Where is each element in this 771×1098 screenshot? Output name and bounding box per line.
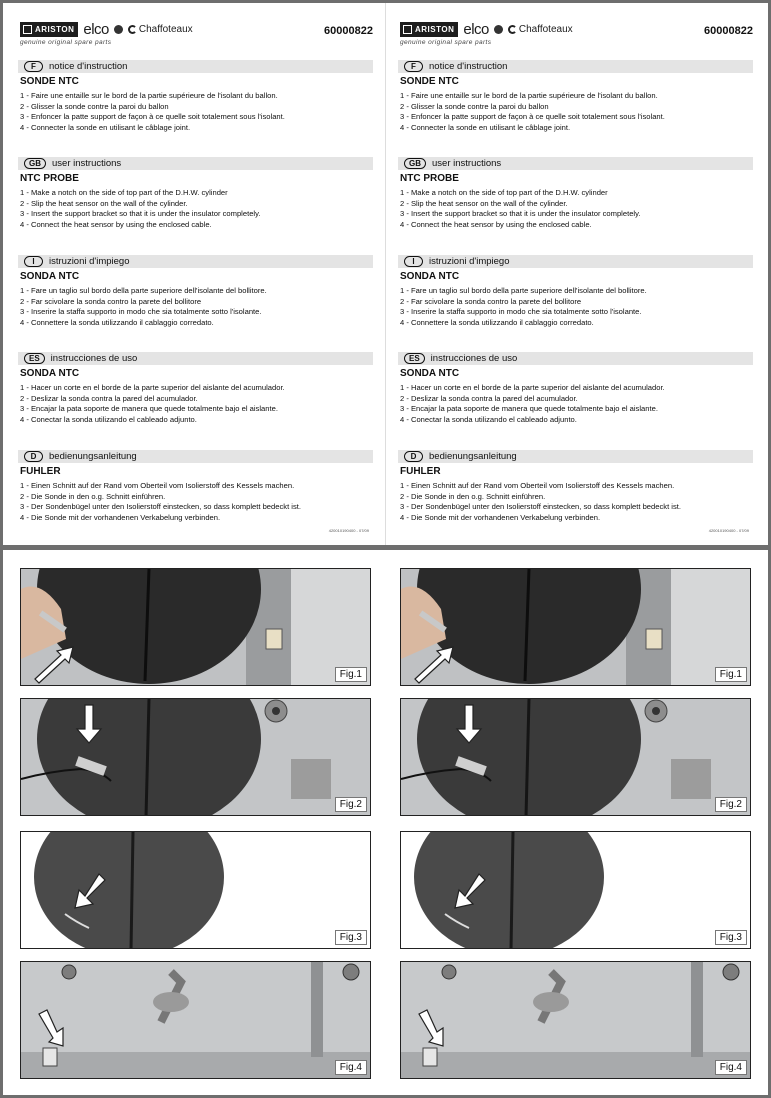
section-it — [398, 255, 753, 329]
brand-logos — [400, 22, 573, 37]
step-item: 3 - Encajar la pata soporte de manera que quede totalmente bajo el aislante. — [400, 404, 658, 414]
figure-label: Fig.3 — [715, 930, 747, 945]
section-title: FUHLER — [400, 466, 441, 477]
language-code-badge: GB — [24, 158, 46, 169]
figure-1-photo — [20, 568, 371, 686]
instruction-column-right — [398, 3, 753, 533]
step-item: 4 - Connect the heat sensor by using the enclosed cable. — [20, 220, 212, 230]
section-title: SONDA NTC — [400, 368, 460, 379]
tagline: genuine original spare parts — [20, 39, 112, 46]
step-item: 3 - Enfoncer la patte support de façon à ce quelle soit totalement sous l'isolant. — [400, 112, 665, 122]
section-heading: D bedienungsanleitung — [398, 450, 753, 463]
figure-3-photo — [400, 831, 751, 949]
elco-badge-icon — [494, 25, 503, 34]
figure-2-photo — [20, 698, 371, 816]
language-code-badge: ES — [24, 353, 45, 364]
step-item: 2 - Deslizar la sonda contra la pared del acumulador. — [400, 393, 578, 403]
figure-label: Fig.4 — [715, 1060, 747, 1075]
step-item: 2 - Slip the heat sensor on the wall of the cylinder. — [400, 198, 568, 208]
language-code-badge: ES — [404, 353, 425, 364]
section-heading: I istruzioni d'impiego — [398, 255, 753, 268]
chaffoteaux-mark-icon — [508, 25, 517, 34]
figure-2-illustration — [21, 699, 371, 816]
step-item: 1 - Hacer un corte en el borde de la parte superior del aislante del acumulador. — [20, 383, 285, 392]
language-code-badge: F — [404, 61, 423, 72]
step-item: 2 - Slip the heat sensor on the wall of the cylinder. — [20, 198, 188, 208]
section-heading: F notice d'instruction — [18, 60, 373, 73]
section-it — [18, 255, 373, 329]
chaffoteaux-logo: Chaffoteaux — [128, 24, 193, 35]
steps-list — [20, 286, 373, 329]
section-title: SONDE NTC — [400, 76, 459, 87]
instruction-column-left — [18, 3, 373, 533]
section-heading: D bedienungsanleitung — [18, 450, 373, 463]
step-item: 1 - Einen Schnitt auf der Rand vom Oberteil vom Isolierstoff des Kessels machen. — [400, 481, 675, 490]
figure-label: Fig.2 — [335, 797, 367, 812]
language-code-badge: I — [404, 256, 423, 267]
part-number: 60000822 — [324, 25, 373, 37]
steps-list — [400, 481, 753, 524]
step-item: 3 - Der Sondenbügel unter den Isolierstoff einstecken, so dass komplett bedeckt ist. — [400, 502, 681, 512]
figure-4-photo — [20, 961, 371, 1079]
steps-list — [20, 188, 373, 231]
steps-list — [400, 188, 753, 231]
figure-4-photo — [400, 961, 751, 1079]
elco-badge-icon — [114, 25, 123, 34]
step-item: 4 - Die Sonde mit der vorhandenen Verkabelung verbinden. — [20, 513, 221, 523]
step-item: 3 - Enfoncer la patte support de façon à ce quelle soit totalement sous l'isolant. — [20, 112, 285, 122]
step-item: 4 - Connettere la sonda utilizzando il cablaggio corredato. — [20, 318, 214, 328]
step-item: 4 - Connect the heat sensor by using the enclosed cable. — [400, 220, 592, 230]
section-title: NTC PROBE — [20, 173, 79, 184]
figure-1-illustration — [401, 569, 751, 686]
step-item: 4 - Conectar la sonda utilizando el cableado adjunto. — [400, 415, 577, 425]
step-item: 3 - Inserire la staffa supporto in modo che sia totalmente sotto l'isolante. — [20, 307, 262, 317]
figure-3-illustration — [401, 832, 751, 949]
section-heading: ES instrucciones de uso — [398, 352, 753, 365]
figure-label: Fig.1 — [335, 667, 367, 682]
figure-label: Fig.1 — [715, 667, 747, 682]
step-item: 1 - Hacer un corte en el borde de la parte superior del aislante del acumulador. — [400, 383, 665, 392]
ariston-house-icon — [403, 25, 412, 34]
steps-list — [400, 91, 753, 134]
page-header — [18, 3, 373, 45]
step-item: 4 - Conectar la sonda utilizando el cableado adjunto. — [20, 415, 197, 425]
language-code-badge: D — [24, 451, 43, 462]
step-item: 2 - Glisser la sonde contre la paroi du ballon — [20, 101, 169, 111]
document-code: 420010190400 - 07/09 — [328, 528, 369, 533]
step-item: 1 - Einen Schnitt auf der Rand vom Oberteil vom Isolierstoff des Kessels machen. — [20, 481, 295, 490]
figure-2-photo — [400, 698, 751, 816]
section-heading: GB user instructions — [398, 157, 753, 170]
step-item: 3 - Insert the support bracket so that it is under the insulator completely. — [400, 209, 641, 219]
language-code-badge: F — [24, 61, 43, 72]
figure-2-illustration — [401, 699, 751, 816]
steps-list — [400, 383, 753, 426]
chaffoteaux-logo: Chaffoteaux — [508, 24, 573, 35]
step-item: 2 - Far scivolare la sonda contro la parete del bollitore — [400, 296, 582, 306]
step-item: 3 - Encajar la pata soporte de manera que quede totalmente bajo el aislante. — [20, 404, 278, 414]
step-item: 1 - Fare un taglio sul bordo della parte superiore dell'isolante del bollitore. — [400, 286, 647, 295]
step-item: 1 - Make a notch on the side of top part of the D.H.W. cylinder — [20, 188, 228, 197]
chaffoteaux-mark-icon — [128, 25, 137, 34]
figure-3-photo — [20, 831, 371, 949]
language-code-badge: I — [24, 256, 43, 267]
step-item: 1 - Faire une entaille sur le bord de la partie supérieure de l'isolant du ballon. — [20, 91, 278, 100]
section-fr — [398, 60, 753, 134]
section-title: SONDA NTC — [400, 271, 460, 282]
page-header — [398, 3, 753, 45]
step-item: 4 - Connecter la sonde en utilisant le câblage joint. — [400, 123, 571, 133]
step-item: 1 - Make a notch on the side of top part of the D.H.W. cylinder — [400, 188, 608, 197]
ariston-house-icon — [23, 25, 32, 34]
steps-list — [20, 481, 373, 524]
step-item: 3 - Inserire la staffa supporto in modo che sia totalmente sotto l'isolante. — [400, 307, 642, 317]
step-item: 1 - Fare un taglio sul bordo della parte superiore dell'isolante del bollitore. — [20, 286, 267, 295]
language-code-badge: D — [404, 451, 423, 462]
figure-label: Fig.2 — [715, 797, 747, 812]
step-item: 2 - Glisser la sonde contre la paroi du ballon — [400, 101, 549, 111]
section-title: NTC PROBE — [400, 173, 459, 184]
section-es — [398, 352, 753, 426]
section-es — [18, 352, 373, 426]
section-fr — [18, 60, 373, 134]
figures-sheet — [3, 550, 768, 1095]
tagline: genuine original spare parts — [400, 39, 492, 46]
step-item: 2 - Die Sonde in den o.g. Schnitt einführen. — [400, 491, 546, 501]
section-heading: F notice d'instruction — [398, 60, 753, 73]
section-de — [18, 450, 373, 524]
figure-1-photo — [400, 568, 751, 686]
section-gb — [398, 157, 753, 231]
elco-logo: elco — [463, 21, 489, 38]
step-item: 4 - Connecter la sonde en utilisant le câblage joint. — [20, 123, 191, 133]
brand-logos — [20, 22, 193, 37]
elco-logo: elco — [83, 21, 109, 38]
section-heading: GB user instructions — [18, 157, 373, 170]
section-title: SONDE NTC — [20, 76, 79, 87]
step-item: 2 - Deslizar la sonda contra la pared del acumulador. — [20, 393, 198, 403]
column-divider — [385, 3, 386, 545]
part-number: 60000822 — [704, 25, 753, 37]
section-gb — [18, 157, 373, 231]
steps-list — [20, 91, 373, 134]
figure-1-illustration — [21, 569, 371, 686]
step-item: 3 - Insert the support bracket so that it is under the insulator completely. — [20, 209, 261, 219]
step-item: 4 - Die Sonde mit der vorhandenen Verkabelung verbinden. — [400, 513, 601, 523]
section-title: SONDA NTC — [20, 271, 80, 282]
section-heading: ES instrucciones de uso — [18, 352, 373, 365]
figure-4-illustration — [401, 962, 751, 1079]
step-item: 4 - Connettere la sonda utilizzando il cablaggio corredato. — [400, 318, 594, 328]
step-item: 3 - Der Sondenbügel unter den Isolierstoff einstecken, so dass komplett bedeckt ist. — [20, 502, 301, 512]
section-title: SONDA NTC — [20, 368, 80, 379]
figure-4-illustration — [21, 962, 371, 1079]
language-code-badge: GB — [404, 158, 426, 169]
section-title: FUHLER — [20, 466, 61, 477]
section-de — [398, 450, 753, 524]
section-heading: I istruzioni d'impiego — [18, 255, 373, 268]
steps-list — [20, 383, 373, 426]
ariston-logo: ARISTON — [20, 22, 78, 37]
ariston-logo: ARISTON — [400, 22, 458, 37]
instruction-sheet — [3, 3, 768, 545]
figure-3-illustration — [21, 832, 371, 949]
steps-list — [400, 286, 753, 329]
document-code: 420010190400 - 07/09 — [708, 528, 749, 533]
step-item: 2 - Die Sonde in den o.g. Schnitt einführen. — [20, 491, 166, 501]
step-item: 2 - Far scivolare la sonda contro la parete del bollitore — [20, 296, 202, 306]
figure-label: Fig.4 — [335, 1060, 367, 1075]
figure-label: Fig.3 — [335, 930, 367, 945]
step-item: 1 - Faire une entaille sur le bord de la partie supérieure de l'isolant du ballon. — [400, 91, 658, 100]
